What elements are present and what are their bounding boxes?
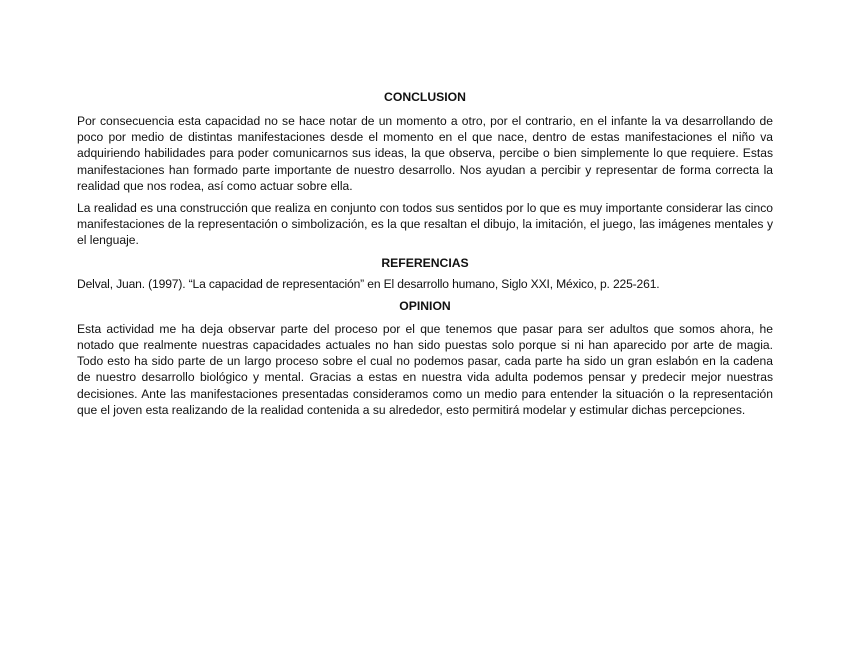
conclusion-heading: CONCLUSION (384, 90, 466, 104)
references-heading: REFERENCIAS (381, 255, 469, 270)
document-page (77, 89, 773, 418)
conclusion-paragraph-1: Por consecuencia esta capacidad no se hace notar de un momento a otro, por el contrario, en el infante la va desarrollando de poco por medio de distintas manifestaciones desde el momento en el que nace, dentro de estas manifestaciones el niño va adquiriendo habilidades para poder comunicarnos sus ideas, la que observa, percibe o bien simplemente lo que requiere. Estas manifestaciones han formado parte importante de nuestro desarrollo. Nos ayudan a percibir y representar de forma correcta la realidad que nos rodea, así como actuar sobre ella. (77, 114, 773, 193)
conclusion-paragraph-2: La realidad es una construcción que realiza en conjunto con todos sus sentidos por lo que es muy importante considerar las cinco manifestaciones de la representación o simbolización, es la que resaltan el dibujo, la imitación, el juego, las imágenes mentales y el lenguaje. (77, 201, 773, 248)
opinion-paragraph: Esta actividad me ha deja observar parte del proceso por el que tenemos que pasar para ser adultos que somos ahora, he notado que realmente nuestras capacidades actuales no han sido puestas solo porque si ni han aparecido por arte de magia. Todo esto ha sido parte de un largo proceso sobre el cual no podemos pasar, cada parte ha sido un gran eslabón en la cadena de nuestro desarrollo biológico y mental. Gracias a estas en nuestra vida adulta podemos pensar y predecir mejor nuestras decisiones. Ante las manifestaciones presentadas consideramos como un medio para entender la situación o la representación que el joven esta realizando de la realidad contenida a su alrededor, esto permitirá modelar y estimular dichas percepciones. (77, 321, 773, 417)
reference-entry: Delval, Juan. (1997). “La capacidad de representación” en El desarrollo humano, Siglo XXI, México, p. 225-261. (77, 276, 660, 291)
opinion-heading: OPINION (399, 298, 451, 313)
